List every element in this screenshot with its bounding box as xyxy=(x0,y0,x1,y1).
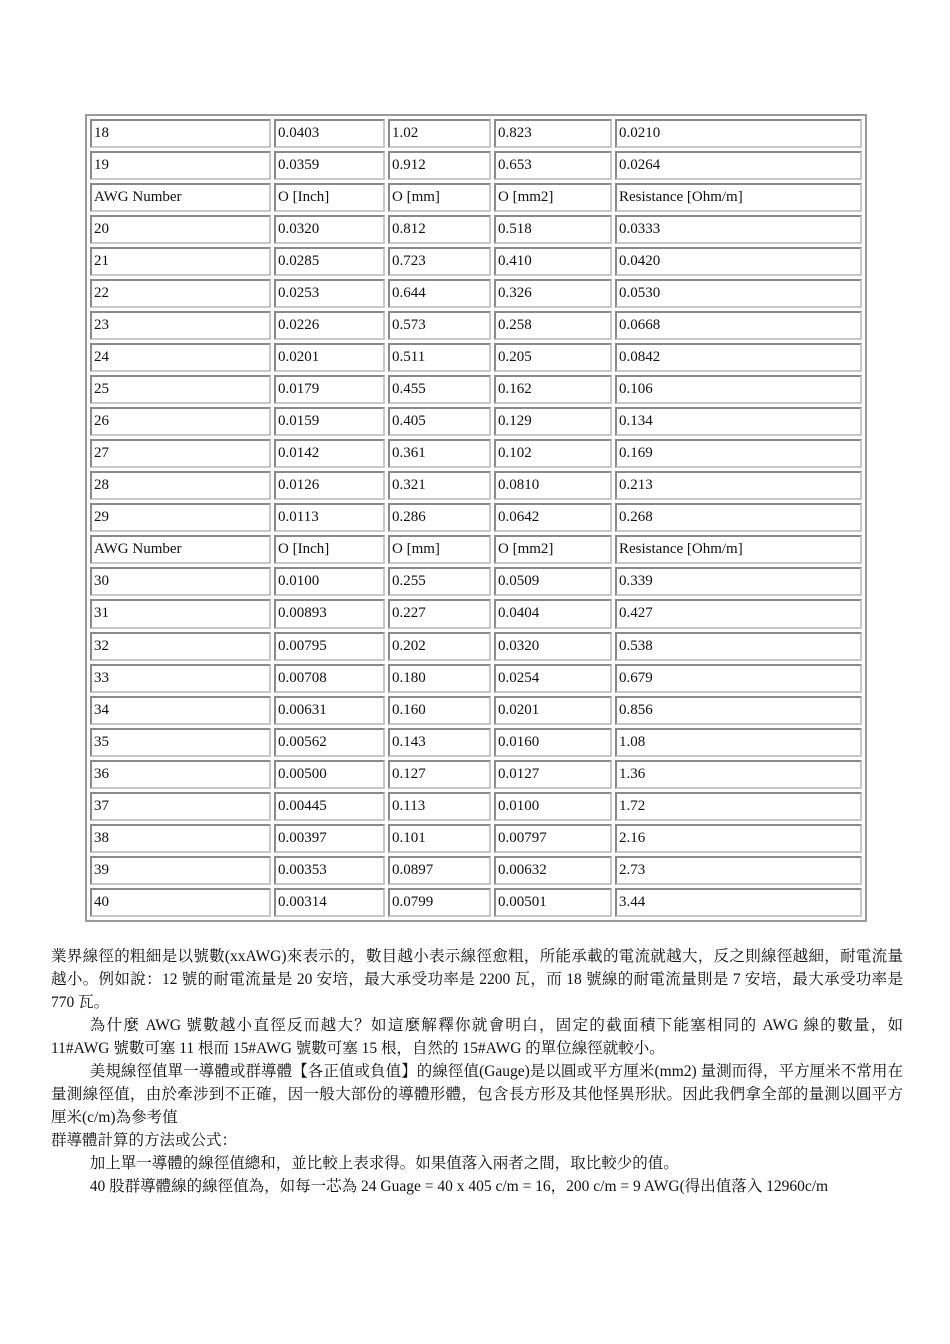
table-row xyxy=(90,439,862,468)
table-cell: 0.0210 xyxy=(615,119,862,148)
table-cell: 0.0404 xyxy=(494,599,612,628)
table-cell: 0.0285 xyxy=(274,247,385,276)
table-cell: 0.00500 xyxy=(274,760,385,789)
table-cell: 0.0320 xyxy=(274,215,385,244)
table-cell: 0.0254 xyxy=(494,664,612,693)
table-cell: 0.180 xyxy=(388,664,491,693)
table-row xyxy=(90,567,862,596)
table-cell: O [Inch] xyxy=(274,183,385,212)
table-cell: 0.255 xyxy=(388,567,491,596)
table-cell: 35 xyxy=(90,728,271,757)
table-cell: 0.0668 xyxy=(615,311,862,340)
table-row xyxy=(90,375,862,404)
table-cell: 1.02 xyxy=(388,119,491,148)
table-row xyxy=(90,279,862,308)
table-cell: O [mm2] xyxy=(494,183,612,212)
table-cell: O [mm] xyxy=(388,535,491,564)
table-row xyxy=(90,856,862,885)
table-row xyxy=(90,247,862,276)
table-cell: 0.0100 xyxy=(274,567,385,596)
table-cell: 0.213 xyxy=(615,471,862,500)
table-cell: 19 xyxy=(90,151,271,180)
table-cell: 0.0897 xyxy=(388,856,491,885)
table-cell: 37 xyxy=(90,792,271,821)
table-cell: 39 xyxy=(90,856,271,885)
table-cell: 0.258 xyxy=(494,311,612,340)
table-cell: 0.169 xyxy=(615,439,862,468)
table-row xyxy=(90,407,862,436)
table-cell: 0.518 xyxy=(494,215,612,244)
table-cell: 0.0100 xyxy=(494,792,612,821)
table-row xyxy=(90,696,862,725)
table-cell: 0.511 xyxy=(388,343,491,372)
table-cell: 0.912 xyxy=(388,151,491,180)
table-cell: 0.0264 xyxy=(615,151,862,180)
table-cell: 0.134 xyxy=(615,407,862,436)
table-cell: 0.573 xyxy=(388,311,491,340)
table-row xyxy=(90,343,862,372)
table-cell: 0.00397 xyxy=(274,824,385,853)
table-cell: 1.36 xyxy=(615,760,862,789)
table-cell: O [mm] xyxy=(388,183,491,212)
table-cell: O [mm2] xyxy=(494,535,612,564)
paragraph-bundle-method: 加上單一導體的線徑值總和，並比較上表求得。如果值落入兩者之間，取比較少的值。 xyxy=(89,1155,679,1172)
table-row xyxy=(90,792,862,821)
table-cell: 0.268 xyxy=(615,503,862,532)
table-header-row xyxy=(90,183,862,212)
table-cell: 31 xyxy=(90,599,271,628)
table-cell: AWG Number xyxy=(90,535,271,564)
table-cell: 28 xyxy=(90,471,271,500)
table-cell: 0.0113 xyxy=(274,503,385,532)
table-cell: 0.326 xyxy=(494,279,612,308)
table-cell: 33 xyxy=(90,664,271,693)
table-cell: 25 xyxy=(90,375,271,404)
paragraph-awg-intro: 業界線徑的粗細是以號數(xxAWG)來表示的，數目越小表示線徑愈粗，所能承載的電流就越大，反之則線徑越細，耐電流量越小。例如說：12 號的耐電流量是 20 安培，最大承受功率是 2200 瓦，而 18 號線的耐電流量則是 7 安培，最大承受功率是 770 瓦。 xyxy=(51,948,903,1011)
table-cell: Resistance [Ohm/m] xyxy=(615,535,862,564)
table-cell: 0.0226 xyxy=(274,311,385,340)
table-row xyxy=(90,632,862,661)
table-cell: Resistance [Ohm/m] xyxy=(615,183,862,212)
table-cell: 0.102 xyxy=(494,439,612,468)
table-cell: 27 xyxy=(90,439,271,468)
table-cell: 0.644 xyxy=(388,279,491,308)
paragraph-bundle-example: 40 股群導體線的線徑值為，如每一芯為 24 Guage = 40 x 405 c/m = 16，200 c/m = 9 AWG(得出值落入 12960c/m xyxy=(89,1178,829,1195)
table-cell: 0.101 xyxy=(388,824,491,853)
table-cell: 0.00797 xyxy=(494,824,612,853)
table-row xyxy=(90,471,862,500)
table-cell: 0.339 xyxy=(615,567,862,596)
table-cell: 29 xyxy=(90,503,271,532)
table-cell: 0.723 xyxy=(388,247,491,276)
table-cell: 3.44 xyxy=(615,888,862,917)
table-row xyxy=(90,664,862,693)
table-cell: 0.455 xyxy=(388,375,491,404)
table-cell: 0.538 xyxy=(615,632,862,661)
table-cell: 0.143 xyxy=(388,728,491,757)
table-cell: 0.679 xyxy=(615,664,862,693)
table-cell: 0.0142 xyxy=(274,439,385,468)
table-cell: 36 xyxy=(90,760,271,789)
table-row xyxy=(90,599,862,628)
table-cell: 0.00795 xyxy=(274,632,385,661)
awg-table-body xyxy=(90,119,862,917)
table-cell: 0.0359 xyxy=(274,151,385,180)
table-cell: 0.00562 xyxy=(274,728,385,757)
table-cell: 0.160 xyxy=(388,696,491,725)
table-cell: 0.202 xyxy=(388,632,491,661)
table-cell: 0.0642 xyxy=(494,503,612,532)
table-cell: 30 xyxy=(90,567,271,596)
table-row xyxy=(90,728,862,757)
table-cell: 0.823 xyxy=(494,119,612,148)
table-cell: 0.0509 xyxy=(494,567,612,596)
table-cell: 0.0160 xyxy=(494,728,612,757)
table-cell: 0.00631 xyxy=(274,696,385,725)
table-cell: 0.227 xyxy=(388,599,491,628)
table-cell: 34 xyxy=(90,696,271,725)
table-cell: 24 xyxy=(90,343,271,372)
table-row xyxy=(90,215,862,244)
table-cell: 0.286 xyxy=(388,503,491,532)
table-cell: 0.856 xyxy=(615,696,862,725)
table-cell: 0.106 xyxy=(615,375,862,404)
table-cell: 0.427 xyxy=(615,599,862,628)
table-cell: 0.0810 xyxy=(494,471,612,500)
table-cell: 0.00708 xyxy=(274,664,385,693)
table-cell: 0.00445 xyxy=(274,792,385,821)
table-cell: 0.0799 xyxy=(388,888,491,917)
table-cell: 0.653 xyxy=(494,151,612,180)
table-cell: 0.00501 xyxy=(494,888,612,917)
table-cell: 0.0420 xyxy=(615,247,862,276)
table-cell: AWG Number xyxy=(90,183,271,212)
table-cell: 2.16 xyxy=(615,824,862,853)
table-cell: 0.0126 xyxy=(274,471,385,500)
table-cell: 0.0201 xyxy=(494,696,612,725)
table-cell: 1.72 xyxy=(615,792,862,821)
table-cell: O [Inch] xyxy=(274,535,385,564)
table-cell: 0.0403 xyxy=(274,119,385,148)
table-cell: 1.08 xyxy=(615,728,862,757)
table-cell: 0.0842 xyxy=(615,343,862,372)
table-cell: 0.127 xyxy=(388,760,491,789)
table-row xyxy=(90,824,862,853)
table-cell: 0.0320 xyxy=(494,632,612,661)
table-row xyxy=(90,888,862,917)
table-cell: 0.361 xyxy=(388,439,491,468)
table-cell: 0.00314 xyxy=(274,888,385,917)
table-cell: 38 xyxy=(90,824,271,853)
article-text xyxy=(51,945,903,1198)
table-cell: 0.321 xyxy=(388,471,491,500)
table-cell: 0.405 xyxy=(388,407,491,436)
awg-wire-gauge-table xyxy=(85,114,867,922)
table-row xyxy=(90,151,862,180)
paragraph-why-smaller-bigger: 為什麼 AWG 號數越小直徑反而越大？如這麼解釋你就會明白，固定的截面積下能塞相同的 AWG 線的數量，如 11#AWG 號數可塞 11 根而 15#AWG 號數可塞 15 根，自然的 15#AWG 的單位線徑就較小。 xyxy=(51,1017,903,1057)
table-cell: 0.0333 xyxy=(615,215,862,244)
table-cell: 0.00632 xyxy=(494,856,612,885)
table-cell: 0.205 xyxy=(494,343,612,372)
table-cell: 26 xyxy=(90,407,271,436)
table-row xyxy=(90,503,862,532)
table-cell: 0.0253 xyxy=(274,279,385,308)
table-cell: 0.0127 xyxy=(494,760,612,789)
table-cell: 0.0530 xyxy=(615,279,862,308)
table-cell: 0.162 xyxy=(494,375,612,404)
table-cell: 0.00893 xyxy=(274,599,385,628)
paragraph-bundle-formula-heading: 群導體計算的方法或公式： xyxy=(51,1132,238,1149)
table-cell: 0.0179 xyxy=(274,375,385,404)
table-cell: 0.00353 xyxy=(274,856,385,885)
table-cell: 23 xyxy=(90,311,271,340)
table-cell: 2.73 xyxy=(615,856,862,885)
paragraph-gauge-measurement: 美規線徑值單一導體或群導體【各正值或負值】的線徑值(Gauge)是以圓或平方厘米(mm2) 量測而得，平方厘米不常用在量測線徑值，由於牽涉到不正確，因一般大部份的導體形體，包含長方形及其他怪異形狀。因此我們拿全部的量測以圓平方厘米(c/m)為參考值 xyxy=(51,1063,903,1126)
table-cell: 0.812 xyxy=(388,215,491,244)
table-cell: 0.0201 xyxy=(274,343,385,372)
table-cell: 22 xyxy=(90,279,271,308)
table-cell: 40 xyxy=(90,888,271,917)
table-row xyxy=(90,311,862,340)
table-cell: 0.129 xyxy=(494,407,612,436)
table-cell: 0.0159 xyxy=(274,407,385,436)
table-cell: 18 xyxy=(90,119,271,148)
table-row xyxy=(90,760,862,789)
table-cell: 21 xyxy=(90,247,271,276)
table-cell: 0.113 xyxy=(388,792,491,821)
table-header-row xyxy=(90,535,862,564)
table-cell: 32 xyxy=(90,632,271,661)
table-cell: 20 xyxy=(90,215,271,244)
table-cell: 0.410 xyxy=(494,247,612,276)
table-row xyxy=(90,119,862,148)
